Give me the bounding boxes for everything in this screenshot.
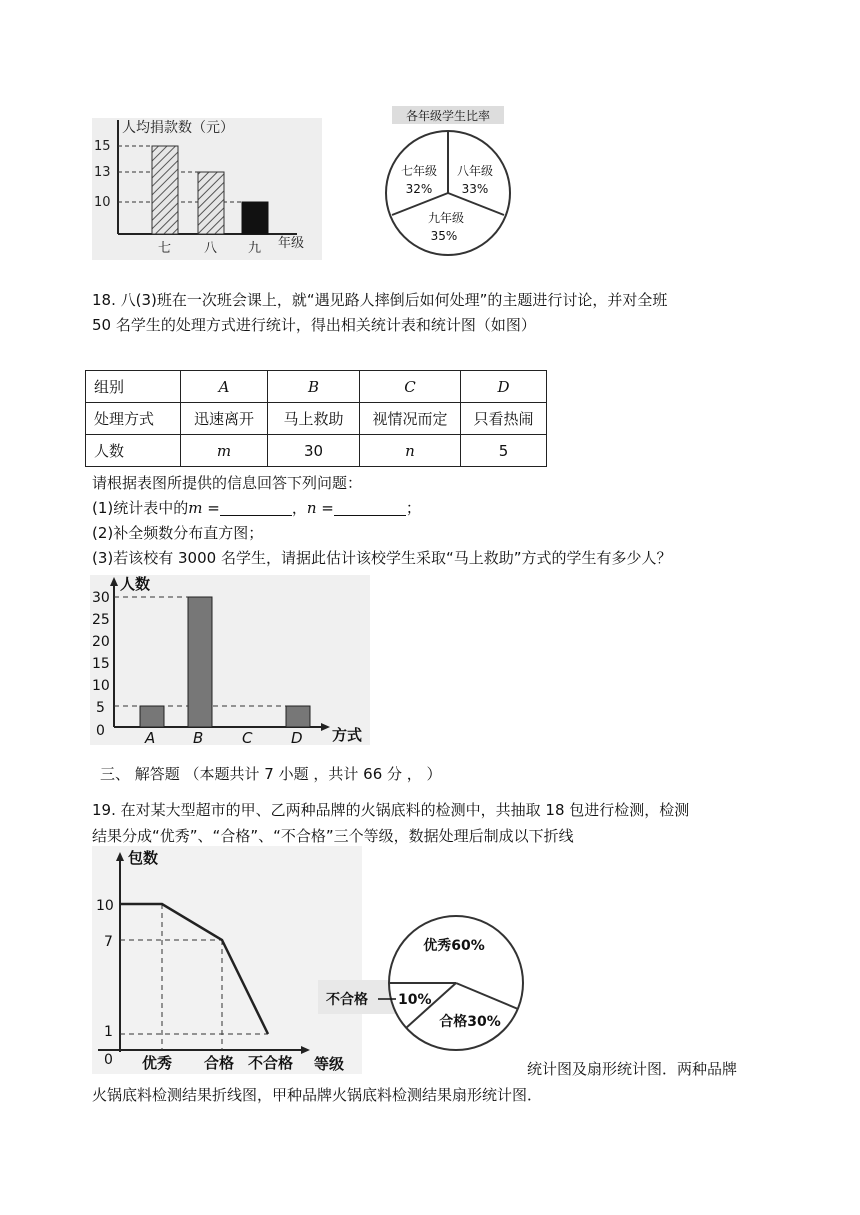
var-m: m (188, 499, 203, 517)
ytick: 20 (92, 634, 110, 650)
table-row (86, 371, 547, 403)
origin-label: 0 (104, 1052, 113, 1068)
q18-part1-text: (1)统计表中的 (92, 499, 189, 517)
ytick-10: 10 (94, 195, 111, 210)
ytick-15: 15 (94, 139, 111, 154)
q18-part1 (92, 496, 421, 520)
table-cell: 迅速离开 (181, 403, 268, 435)
ytick-7: 7 (104, 934, 113, 950)
bar-grade-8 (198, 172, 224, 234)
ytick-13: 13 (94, 165, 111, 180)
q18-intro-line1: 18. 八(3)班在一次班会课上，就“遇见路人摔倒后如何处理”的主题进行讨论，并对全班 (92, 291, 668, 309)
x-axis-label: 方式 (332, 726, 363, 744)
cat-label-pass: 合格 (204, 1054, 235, 1072)
table-cell: 视情况而定 (360, 403, 461, 435)
top-bar-chart (92, 110, 322, 260)
y-axis-label: 包数 (128, 849, 159, 867)
table-cell: D (461, 371, 547, 403)
table-cell: 处理方式 (86, 403, 181, 435)
pie-pct-grade7: 32% (405, 182, 433, 196)
top-pie-chart (378, 100, 518, 260)
y-axis-label: 人均捐款数（元） (122, 120, 234, 136)
cat-label-excellent: 优秀 (142, 1054, 173, 1072)
cat-label-9: 九 (248, 241, 262, 256)
ytick: 10 (92, 678, 110, 694)
table-row (86, 435, 547, 467)
answer-blank-n[interactable] (334, 499, 406, 516)
cat-label-D: D (291, 729, 303, 747)
equals-sign: = (202, 499, 220, 517)
bar-D (286, 706, 310, 727)
cat-label-7: 七 (158, 241, 172, 256)
q19-line2: 结果分成“优秀”、“合格”、“不合格”三个等级，数据处理后制成以下折线 (92, 827, 574, 845)
ytick-10: 10 (96, 898, 114, 914)
ytick: 25 (92, 612, 110, 628)
q18-part3: (3)若该校有 3000 名学生，请据此估计该校学生采取“马上救助”方式的学生有多少人？ (92, 549, 672, 567)
cat-label-8: 八 (204, 241, 218, 256)
table-cell: 人数 (86, 435, 181, 467)
pie-pct-fail: 10% (398, 992, 432, 1008)
table-cell: B (268, 371, 360, 403)
cat-label-fail: 不合格 (248, 1054, 294, 1072)
q18-part2: (2)补全频数分布直方图； (92, 524, 264, 542)
ytick-1: 1 (104, 1024, 113, 1040)
end-mark: ； (405, 499, 421, 517)
bar-B (188, 597, 212, 727)
pie-title: 各年级学生比率 (405, 109, 491, 123)
quality-pie-chart (318, 902, 528, 1062)
ytick: 0 (96, 723, 105, 739)
table-cell: 5 (461, 435, 547, 467)
cat-label-B: B (193, 729, 204, 747)
table-cell: A (181, 371, 268, 403)
table-cell: 30 (268, 435, 360, 467)
separator: ， (291, 499, 307, 517)
x-axis-label: 等级 (314, 1055, 345, 1073)
answer-blank-m[interactable] (220, 499, 292, 516)
table-row (86, 403, 547, 435)
pie-pct-grade8: 33% (461, 182, 489, 196)
ytick: 30 (92, 590, 110, 606)
table-cell: n (360, 435, 461, 467)
equals-sign: = (316, 499, 334, 517)
pie-label-grade8: 八年级 (456, 164, 494, 178)
frequency-histogram (90, 575, 370, 747)
ytick: 15 (92, 656, 110, 672)
pie-label-fail: 不合格 (326, 992, 368, 1008)
cat-label-C: C (242, 729, 253, 747)
q18-table (85, 370, 547, 467)
table-cell: C (360, 371, 461, 403)
section-heading: 三、 解答题 （本题共计 7 小题 ，共计 66 分 ， ） (100, 765, 442, 783)
y-axis-label: 人数 (120, 575, 151, 593)
table-cell: 组别 (86, 371, 181, 403)
ytick: 5 (96, 700, 105, 716)
bar-grade-7 (152, 146, 178, 234)
q19-after-chart: 统计图及扇形统计图．两种品牌 (527, 1060, 738, 1078)
pie-label-pass: 合格30% (439, 1014, 501, 1030)
pie-label-excellent: 优秀60% (423, 938, 485, 954)
q18-intro-line2: 50 名学生的处理方式进行统计，得出相关统计表和统计图（如图） (92, 316, 536, 334)
table-cell: 马上救助 (268, 403, 360, 435)
x-axis-label: 年级 (278, 236, 305, 251)
bar-grade-9 (242, 202, 268, 234)
bar-A (140, 706, 164, 727)
q18-prompt: 请根据表图所提供的信息回答下列问题： (92, 474, 363, 492)
pie-label-grade9: 九年级 (427, 211, 465, 225)
cat-label-A: A (145, 729, 156, 747)
table-cell: 只看热闹 (461, 403, 547, 435)
q19-line1: 19. 在对某大型超市的甲、乙两种品牌的火锅底料的检测中，共抽取 18 包进行检测，检测 (92, 801, 690, 819)
pie-pct-grade9: 35% (430, 229, 458, 243)
pie-label-grade7: 七年级 (400, 164, 438, 178)
var-n: n (306, 499, 317, 517)
q19-line4: 火锅底料检测结果折线图，甲种品牌火锅底料检测结果扇形统计图． (92, 1086, 543, 1104)
table-cell: m (181, 435, 268, 467)
